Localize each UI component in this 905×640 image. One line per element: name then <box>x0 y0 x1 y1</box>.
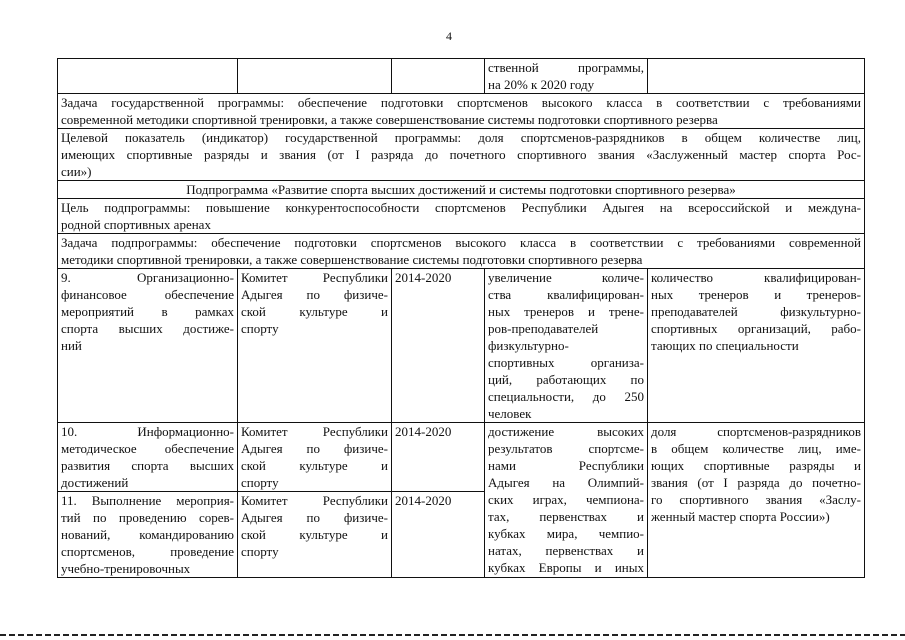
cell-result <box>485 59 648 94</box>
text-line: специальности, до 250 <box>488 389 644 404</box>
banner-row <box>58 234 865 269</box>
text-line: имеющих спортивные разряды и звания (от I разряда до почетного спортивного звания «Заслуженный мастер спорта Рос- <box>61 147 861 162</box>
text-line: в общем количестве лиц, име- <box>651 441 861 456</box>
cell-empty <box>392 59 485 94</box>
text-line: спортивных организа- <box>488 355 644 370</box>
text-line: спортивных организаций, рабо- <box>651 321 861 336</box>
subprogram-task <box>58 234 865 269</box>
text-line: ций, работающих по <box>488 372 644 387</box>
text-line: звания (от I разряда до почетно- <box>651 475 861 490</box>
text-line: ских играх, чемпиона- <box>488 492 644 507</box>
text-line: женный мастер спорта России») <box>651 509 830 524</box>
cell-indicator <box>648 269 865 423</box>
cell-period: 2014-2020 <box>392 492 485 578</box>
text-line: преподавателей физкультурно- <box>651 304 861 319</box>
text-line: кубках Европы и иных <box>488 560 644 575</box>
text-line: родной спортивных аренах <box>61 217 211 232</box>
scan-edge-divider <box>0 634 905 636</box>
banner-row <box>58 181 865 199</box>
cell-empty <box>648 59 865 94</box>
text-line: натах, первенствах и <box>488 543 644 558</box>
text-line: развития спорта высших <box>61 458 234 473</box>
text-line: спорту <box>241 321 279 336</box>
text-line: спортсменов, проведение <box>61 544 234 559</box>
cell-result <box>485 423 648 578</box>
text-line: ской культуре и <box>241 527 388 542</box>
cell-empty <box>238 59 392 94</box>
cell-executor <box>238 423 392 492</box>
cell-empty <box>58 59 238 94</box>
text-line: Адыгея по физиче- <box>241 287 388 302</box>
text-line: ственной программы, <box>488 60 644 75</box>
text-line: финансовое обеспечение <box>61 287 234 302</box>
text-line: нований, командированию <box>61 527 234 542</box>
text-line: мероприятий в рамках <box>61 304 234 319</box>
text-line: спорта высших достиже- <box>61 321 234 336</box>
text-line: спорту <box>241 475 279 490</box>
text-line: тий по проведению сорев- <box>61 510 234 525</box>
text-line: количество квалифицирован- <box>651 270 861 285</box>
cell-activity <box>58 423 238 492</box>
program-table <box>57 58 865 578</box>
text-line: доля спортсменов-разрядников <box>651 424 861 439</box>
cell-activity <box>58 492 238 578</box>
text-line: Адыгея по физиче- <box>241 441 388 456</box>
text-line: методическое обеспечение <box>61 441 234 456</box>
text-line: достижение высоких <box>488 424 644 439</box>
page-number: 4 <box>446 29 452 43</box>
text-line: Целевой показатель (индикатор) государственной программы: доля спортсменов-разрядников в общем количестве лиц, <box>61 130 861 145</box>
subprogram-goal <box>58 199 865 234</box>
text-line: увеличение количе- <box>488 270 644 285</box>
table-row <box>58 423 865 492</box>
text-line: Комитет Республики <box>241 270 388 285</box>
text-line: сии») <box>61 164 92 179</box>
cell-period: 2014-2020 <box>392 423 485 492</box>
text-line: 9. Организационно- <box>61 270 234 285</box>
text-line: результатов спортсме- <box>488 441 644 456</box>
text-line: Комитет Республики <box>241 493 388 508</box>
text-line: физкультурно- <box>488 338 569 353</box>
text-line: Адыгея по физиче- <box>241 510 388 525</box>
cell-period: 2014-2020 <box>392 269 485 423</box>
text-line: современной методики спортивной тренировки, а также совершенствование системы подготовки спортивного резерва <box>61 112 718 127</box>
text-line: ний <box>61 338 82 353</box>
text-line: ров-преподавателей <box>488 321 599 336</box>
text-line: Цель подпрограммы: повышение конкурентоспособности спортсменов Республики Адыгея на всероссийской и междуна- <box>61 200 861 215</box>
text-line: 10. Информационно- <box>61 424 234 439</box>
text-line: тах, первенствах и <box>488 509 644 524</box>
text-line: методики спортивной тренировки, а также совершенствование системы подготовки спортивного резерва <box>61 252 643 267</box>
banner-row <box>58 199 865 234</box>
cell-executor <box>238 269 392 423</box>
text-line: тающих по специальности <box>651 338 799 353</box>
cell-executor <box>238 492 392 578</box>
table-row <box>58 269 865 423</box>
text-line: Комитет Республики <box>241 424 388 439</box>
text-line: нами Республики <box>488 458 644 473</box>
text-line: ства квалифицирован- <box>488 287 644 302</box>
banner-row <box>58 129 865 181</box>
text-line: кубках мира, чемпио- <box>488 526 644 541</box>
subprogram-title: Подпрограмма «Развитие спорта высших достижений и системы подготовки спортивного резерва» <box>58 181 865 199</box>
text-line: спорту <box>241 544 279 559</box>
target-indicator <box>58 129 865 181</box>
text-line: ющих спортивные разряды и <box>651 458 861 473</box>
cell-indicator <box>648 423 865 578</box>
table-row <box>58 59 865 94</box>
task-state-program <box>58 94 865 129</box>
text-line: ных тренеров и тренеров- <box>651 287 861 302</box>
text-line: Задача подпрограммы: обеспечение подготовки спортсменов высокого класса в соответствии с требованиями современной <box>61 235 861 250</box>
text-line: ской культуре и <box>241 304 388 319</box>
text-line: го спортивного звания «Заслу- <box>651 492 861 507</box>
text-line: человек <box>488 406 532 421</box>
text-line: ской культуре и <box>241 458 388 473</box>
text-line: Адыгея на Олимпий- <box>488 475 644 490</box>
text-line: 11. Выполнение мероприя- <box>61 493 234 508</box>
cell-activity <box>58 269 238 423</box>
banner-row <box>58 94 865 129</box>
text-line: достижений <box>61 475 129 490</box>
cell-result <box>485 269 648 423</box>
text-line: Задача государственной программы: обеспечение подготовки спортсменов высокого класса в соответствии с требованиями <box>61 95 861 110</box>
text-line: ных тренеров и трене- <box>488 304 644 319</box>
text-line: учебно-тренировочных <box>61 561 191 576</box>
text-line: на 20% к 2020 году <box>488 77 595 92</box>
